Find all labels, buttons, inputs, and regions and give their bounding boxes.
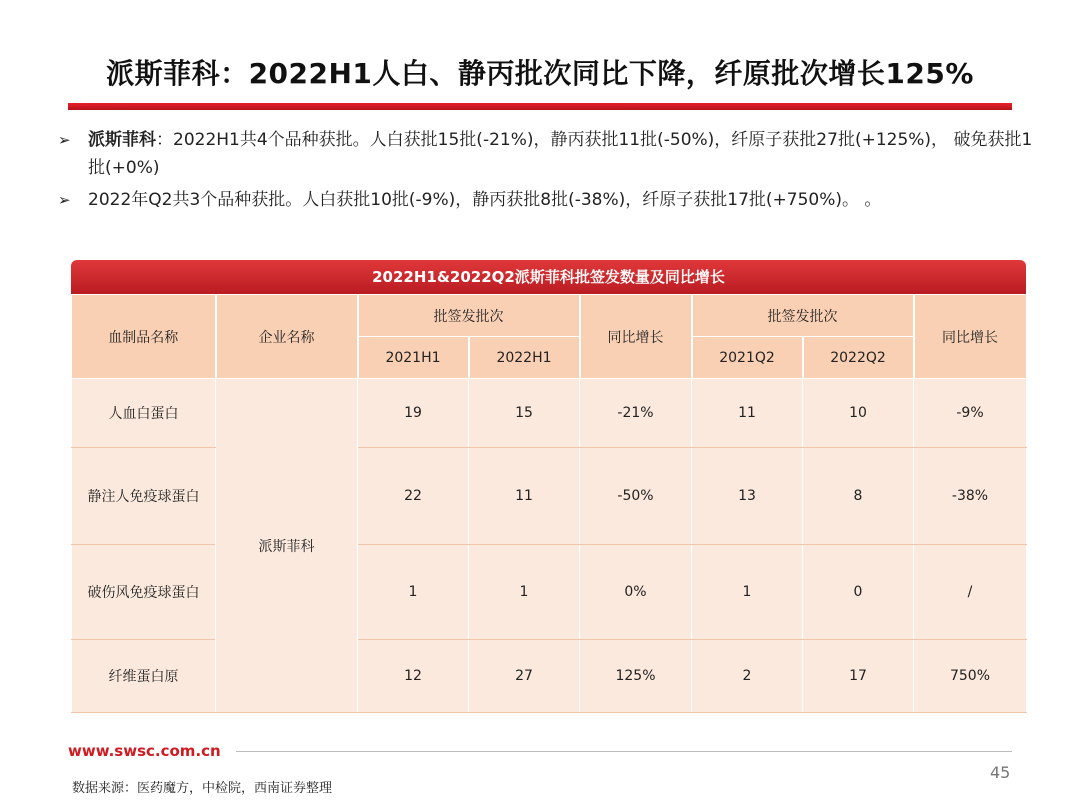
arrow-bullet-icon: ➢ (58, 131, 71, 149)
table-row (72, 448, 1027, 545)
cell-2022h1: 1 (469, 545, 580, 640)
cell-product: 静注人免疫球蛋白 (72, 448, 216, 545)
cell-2021h1: 19 (358, 379, 469, 448)
cell-product: 纤维蛋白原 (72, 640, 216, 713)
title-rule (68, 103, 1012, 110)
cell-yoy-h1: -50% (580, 448, 692, 545)
table-row (72, 379, 1027, 448)
cell-2022h1: 27 (469, 640, 580, 713)
cell-product: 破伤风免疫球蛋白 (72, 545, 216, 640)
bullet-item-2 (58, 186, 1043, 214)
header-2021h1: 2021H1 (358, 337, 469, 379)
data-table (71, 294, 1028, 713)
cell-yoy-q2: -38% (914, 448, 1027, 545)
bullet-text: 2022年Q2共3个品种获批。人白获批10批(-9%)，静丙获批8批(-38%)，纤原子获批17批(+750%)。 。 (88, 190, 882, 210)
cell-yoy-q2: / (914, 545, 1027, 640)
arrow-bullet-icon: ➢ (58, 191, 71, 209)
table-row (72, 640, 1027, 713)
header-yoy-q2: 同比增长 (914, 295, 1027, 379)
cell-2022q2: 10 (803, 379, 914, 448)
cell-2021q2: 13 (692, 448, 803, 545)
cell-yoy-q2: -9% (914, 379, 1027, 448)
header-yoy-h1: 同比增长 (580, 295, 692, 379)
cell-yoy-q2: 750% (914, 640, 1027, 713)
table-row (72, 545, 1027, 640)
bullet-bold-label: 派斯菲科 (88, 130, 156, 150)
cell-2021h1: 12 (358, 640, 469, 713)
cell-2021h1: 22 (358, 448, 469, 545)
cell-2022q2: 0 (803, 545, 914, 640)
cell-2021h1: 1 (358, 545, 469, 640)
cell-2022h1: 15 (469, 379, 580, 448)
cell-2022q2: 8 (803, 448, 914, 545)
footer-divider (236, 751, 1012, 752)
data-source-note: 数据来源：医药魔方，中检院，西南证券整理 (72, 781, 333, 796)
header-2022h1: 2022H1 (469, 337, 580, 379)
header-2022q2: 2022Q2 (803, 337, 914, 379)
header-batches-h1: 批签发批次 (358, 295, 580, 337)
cell-2021q2: 2 (692, 640, 803, 713)
header-product: 血制品名称 (72, 295, 216, 379)
bullet-item-1 (58, 126, 1043, 182)
footer-website-link[interactable]: www.swsc.com.cn (68, 742, 221, 760)
header-batches-q2: 批签发批次 (692, 295, 914, 337)
bullet-list (58, 126, 1043, 218)
cell-product: 人血白蛋白 (72, 379, 216, 448)
cell-company: 派斯菲科 (216, 379, 358, 713)
header-company: 企业名称 (216, 295, 358, 379)
cell-2021q2: 11 (692, 379, 803, 448)
bullet-text: ：2022H1共4个品种获批。人白获批15批(-21%)，静丙获批11批(-50%)，纤原子获批27批(+125%)， 破免获批1批(+0%) (88, 130, 1033, 178)
slide-title: 派斯菲科：2022H1人白、静丙批次同比下降，纤原批次增长125% (106, 57, 974, 90)
cell-2022q2: 17 (803, 640, 914, 713)
page-number: 45 (990, 763, 1011, 782)
batch-release-table (71, 260, 1026, 713)
header-2021q2: 2021Q2 (692, 337, 803, 379)
cell-yoy-h1: -21% (580, 379, 692, 448)
cell-2022h1: 11 (469, 448, 580, 545)
cell-yoy-h1: 0% (580, 545, 692, 640)
cell-2021q2: 1 (692, 545, 803, 640)
cell-yoy-h1: 125% (580, 640, 692, 713)
table-caption: 2022H1&2022Q2派斯菲科批签发数量及同比增长 (71, 260, 1026, 294)
